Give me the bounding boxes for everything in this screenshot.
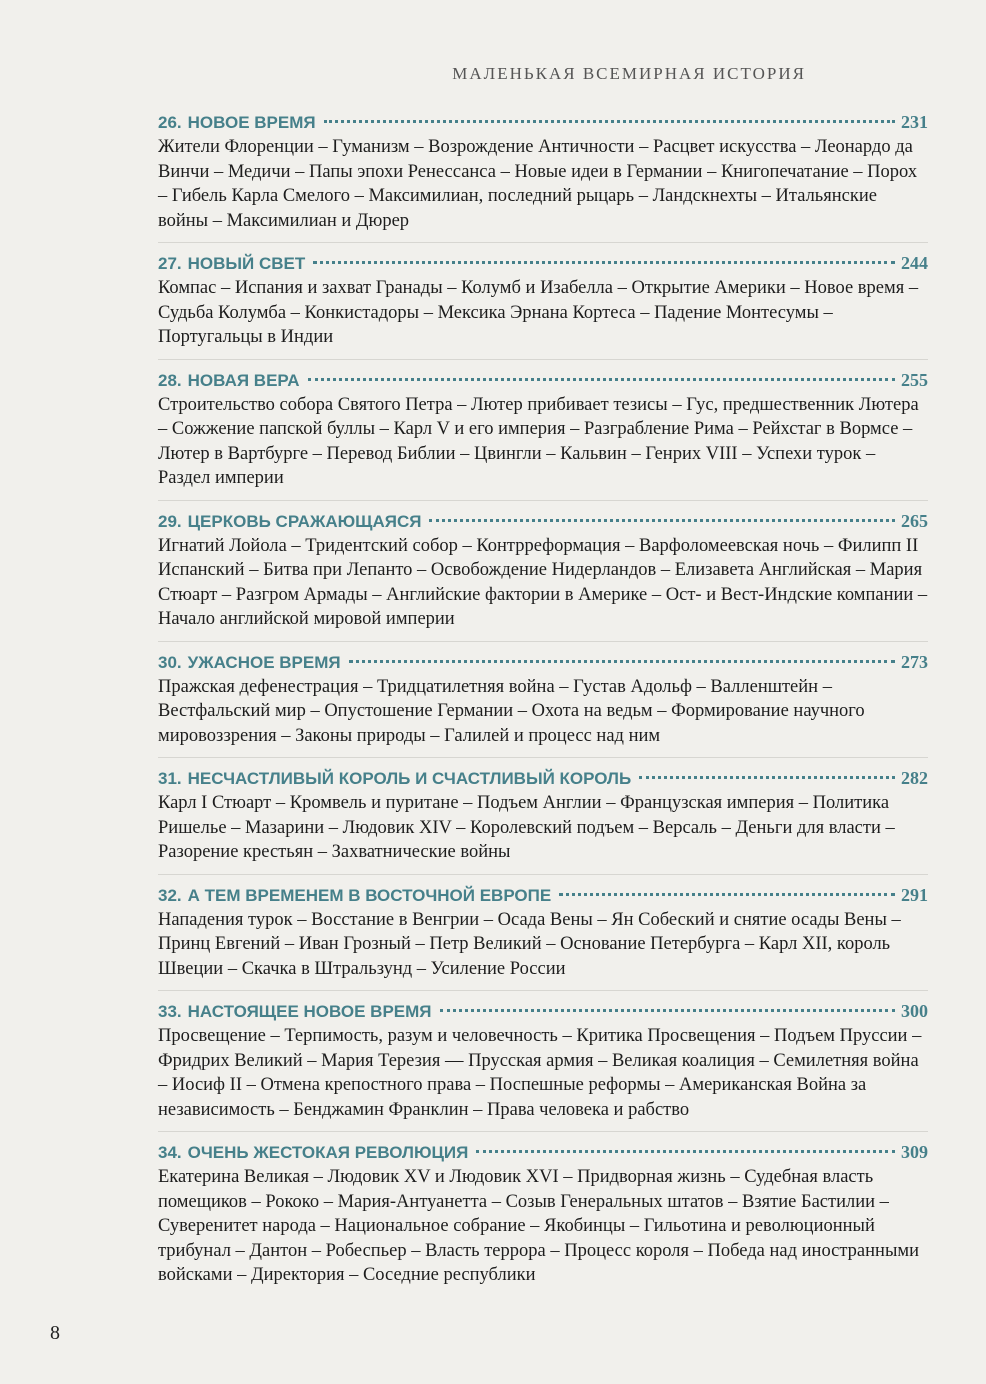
- page-number: 8: [50, 1322, 60, 1344]
- running-head: МАЛЕНЬКАЯ ВСЕМИРНАЯ ИСТОРИЯ: [452, 64, 806, 83]
- dot-leader: [324, 120, 895, 123]
- dot-leader: [559, 893, 895, 896]
- dot-leader: [308, 378, 895, 381]
- chapter-number: 29.: [158, 511, 182, 531]
- chapter-subjects: Просвещение – Терпимость, разум и человечность – Критика Просвещения – Подъем Пруссии – Фридрих Великий – Мария Терезия — Прусская армия – Великая коалиция – Семилетняя война – Иосиф II – Отмена крепостного права – Поспешные реформы – Американская Война за независимость – Бенджамин Франклин – Права человека и рабство: [158, 1026, 922, 1120]
- chapter-page: 282: [901, 768, 928, 788]
- chapter-title: НОВЫЙ СВЕТ: [187, 254, 306, 273]
- toc-entry: [158, 368, 928, 501]
- chapter-title: УЖАСНОЕ ВРЕМЯ: [187, 652, 341, 672]
- dot-leader: [476, 1150, 895, 1153]
- chapter-page: 231: [901, 112, 928, 132]
- chapter-subjects: Карл I Стюарт – Кромвель и пуритане – Подъем Англии – Французская империя – Политика Ришелье – Мазарини – Людовик XIV – Королевский подъем – Версаль – Деньги для власти – Разорение крестьян – Захватнические войны: [158, 793, 895, 862]
- chapter-subjects: Жители Флоренции – Гуманизм – Возрождение Античности – Расцвет искусства – Леонардо да Винчи – Медичи – Папы эпохи Ренессанса – Новые идеи в Германии – Книгопечатание – Порох – Гибель Карла Смелого – Максимилиан, последний рыцарь – Ландскнехты – Итальянские войны – Максимилиан и Дюрер: [158, 137, 918, 231]
- chapter-number: 34.: [158, 1143, 182, 1162]
- chapter-page: 309: [901, 1142, 928, 1162]
- toc-entry: [158, 1140, 928, 1297]
- toc-entry: [158, 883, 928, 992]
- chapter-subjects: Пражская дефенестрация – Тридцатилетняя война – Густав Адольф – Валленштейн – Вестфальский мир – Опустошение Германии – Охота на ведьм – Формирование научного мировоззрения – Законы природы – Галилей и процесс над ним: [158, 676, 865, 746]
- chapter-subjects: Строительство собора Святого Петра – Лютер прибивает тезисы – Гус, предшественник Лютера – Сожжение папской буллы – Карл V и его империя – Разграбление Рима – Рейхстаг в Вормсе – Лютер в Вартбурге – Перевод Библии – Цвингли – Кальвин – Генрих VIII – Успехи турок – Раздел империи: [158, 394, 919, 488]
- chapter-title: ОЧЕНЬ ЖЕСТОКАЯ РЕВОЛЮЦИЯ: [187, 1143, 469, 1162]
- chapter-number: 32.: [158, 885, 182, 905]
- chapter-number: 27.: [158, 254, 182, 273]
- toc-entry: [158, 999, 928, 1132]
- toc-entry: [158, 766, 928, 875]
- chapter-page: 300: [901, 1001, 928, 1021]
- chapter-number: 26.: [158, 113, 182, 132]
- chapter-heading: [158, 110, 928, 135]
- chapter-title: ЦЕРКОВЬ СРАЖАЮЩАЯСЯ: [187, 511, 422, 531]
- chapter-page: 273: [901, 651, 928, 672]
- chapter-number: 33.: [158, 1002, 182, 1021]
- toc-entry: [158, 110, 928, 243]
- toc-entry: [158, 650, 928, 759]
- toc-entry: [158, 251, 928, 360]
- chapter-heading: [158, 650, 928, 675]
- dot-leader: [440, 1009, 895, 1012]
- dot-leader: [429, 519, 895, 522]
- dot-leader: [349, 660, 895, 663]
- chapter-heading: [158, 1140, 928, 1165]
- chapter-number: 28.: [158, 370, 182, 390]
- table-of-contents: [158, 110, 928, 1305]
- chapter-heading: [158, 251, 928, 276]
- chapter-title: НОВАЯ ВЕРА: [187, 370, 300, 390]
- chapter-page: 255: [901, 369, 928, 390]
- chapter-title: А ТЕМ ВРЕМЕНЕМ В ВОСТОЧНОЙ ЕВРОПЕ: [187, 885, 552, 905]
- chapter-subjects: Екатерина Великая – Людовик XV и Людовик XVI – Придворная жизнь – Судебная власть помещиков – Рококо – Мария-Антуанетта – Созыв Генеральных штатов – Взятие Бастилии – Суверенитет народа – Национальное собрание – Якобинцы – Гильотина и революционный трибунал – Дантон – Робеспьер – Власть террора – Процесс короля – Победа над иностранными войсками – Директория – Соседние республики: [158, 1167, 919, 1285]
- chapter-heading: [158, 999, 928, 1024]
- chapter-heading: [158, 368, 928, 393]
- chapter-heading: [158, 883, 928, 908]
- chapter-heading: [158, 509, 928, 534]
- chapter-number: 31.: [158, 769, 182, 788]
- chapter-page: 244: [901, 253, 928, 273]
- chapter-title: НАСТОЯЩЕЕ НОВОЕ ВРЕМЯ: [187, 1002, 432, 1021]
- chapter-page: 265: [901, 510, 928, 531]
- chapter-subjects: Нападения турок – Восстание в Венгрии – Осада Вены – Ян Собеский и снятие осады Вены – Принц Евгений – Иван Грозный – Петр Великий – Основание Петербурга – Карл XII, король Швеции – Скачка в Штральзунд – Усиление России: [158, 909, 901, 979]
- chapter-heading: [158, 766, 928, 791]
- chapter-page: 291: [901, 884, 928, 905]
- dot-leader: [313, 261, 895, 264]
- chapter-subjects: Компас – Испания и захват Гранады – Колумб и Изабелла – Открытие Америки – Новое время – Судьба Колумба – Конкистадоры – Мексика Эрнана Кортеса – Падение Монтесумы – Португальцы в Индии: [158, 278, 919, 347]
- toc-entry: [158, 509, 928, 642]
- chapter-number: 30.: [158, 652, 182, 672]
- chapter-title: НЕСЧАСТЛИВЫЙ КОРОЛЬ И СЧАСТЛИВЫЙ КОРОЛЬ: [187, 769, 632, 788]
- dot-leader: [639, 776, 895, 779]
- chapter-subjects: Игнатий Лойола – Тридентский собор – Контрреформация – Варфоломеевская ночь – Филипп II Испанский – Битва при Лепанто – Освобождение Нидерландов – Елизавета Английская – Мария Стюарт – Разгром Армады – Английские фактории в Америке – Ост- и Вест-Индские компании – Начало английской мировой империи: [158, 535, 928, 629]
- chapter-title: НОВОЕ ВРЕМЯ: [187, 113, 316, 132]
